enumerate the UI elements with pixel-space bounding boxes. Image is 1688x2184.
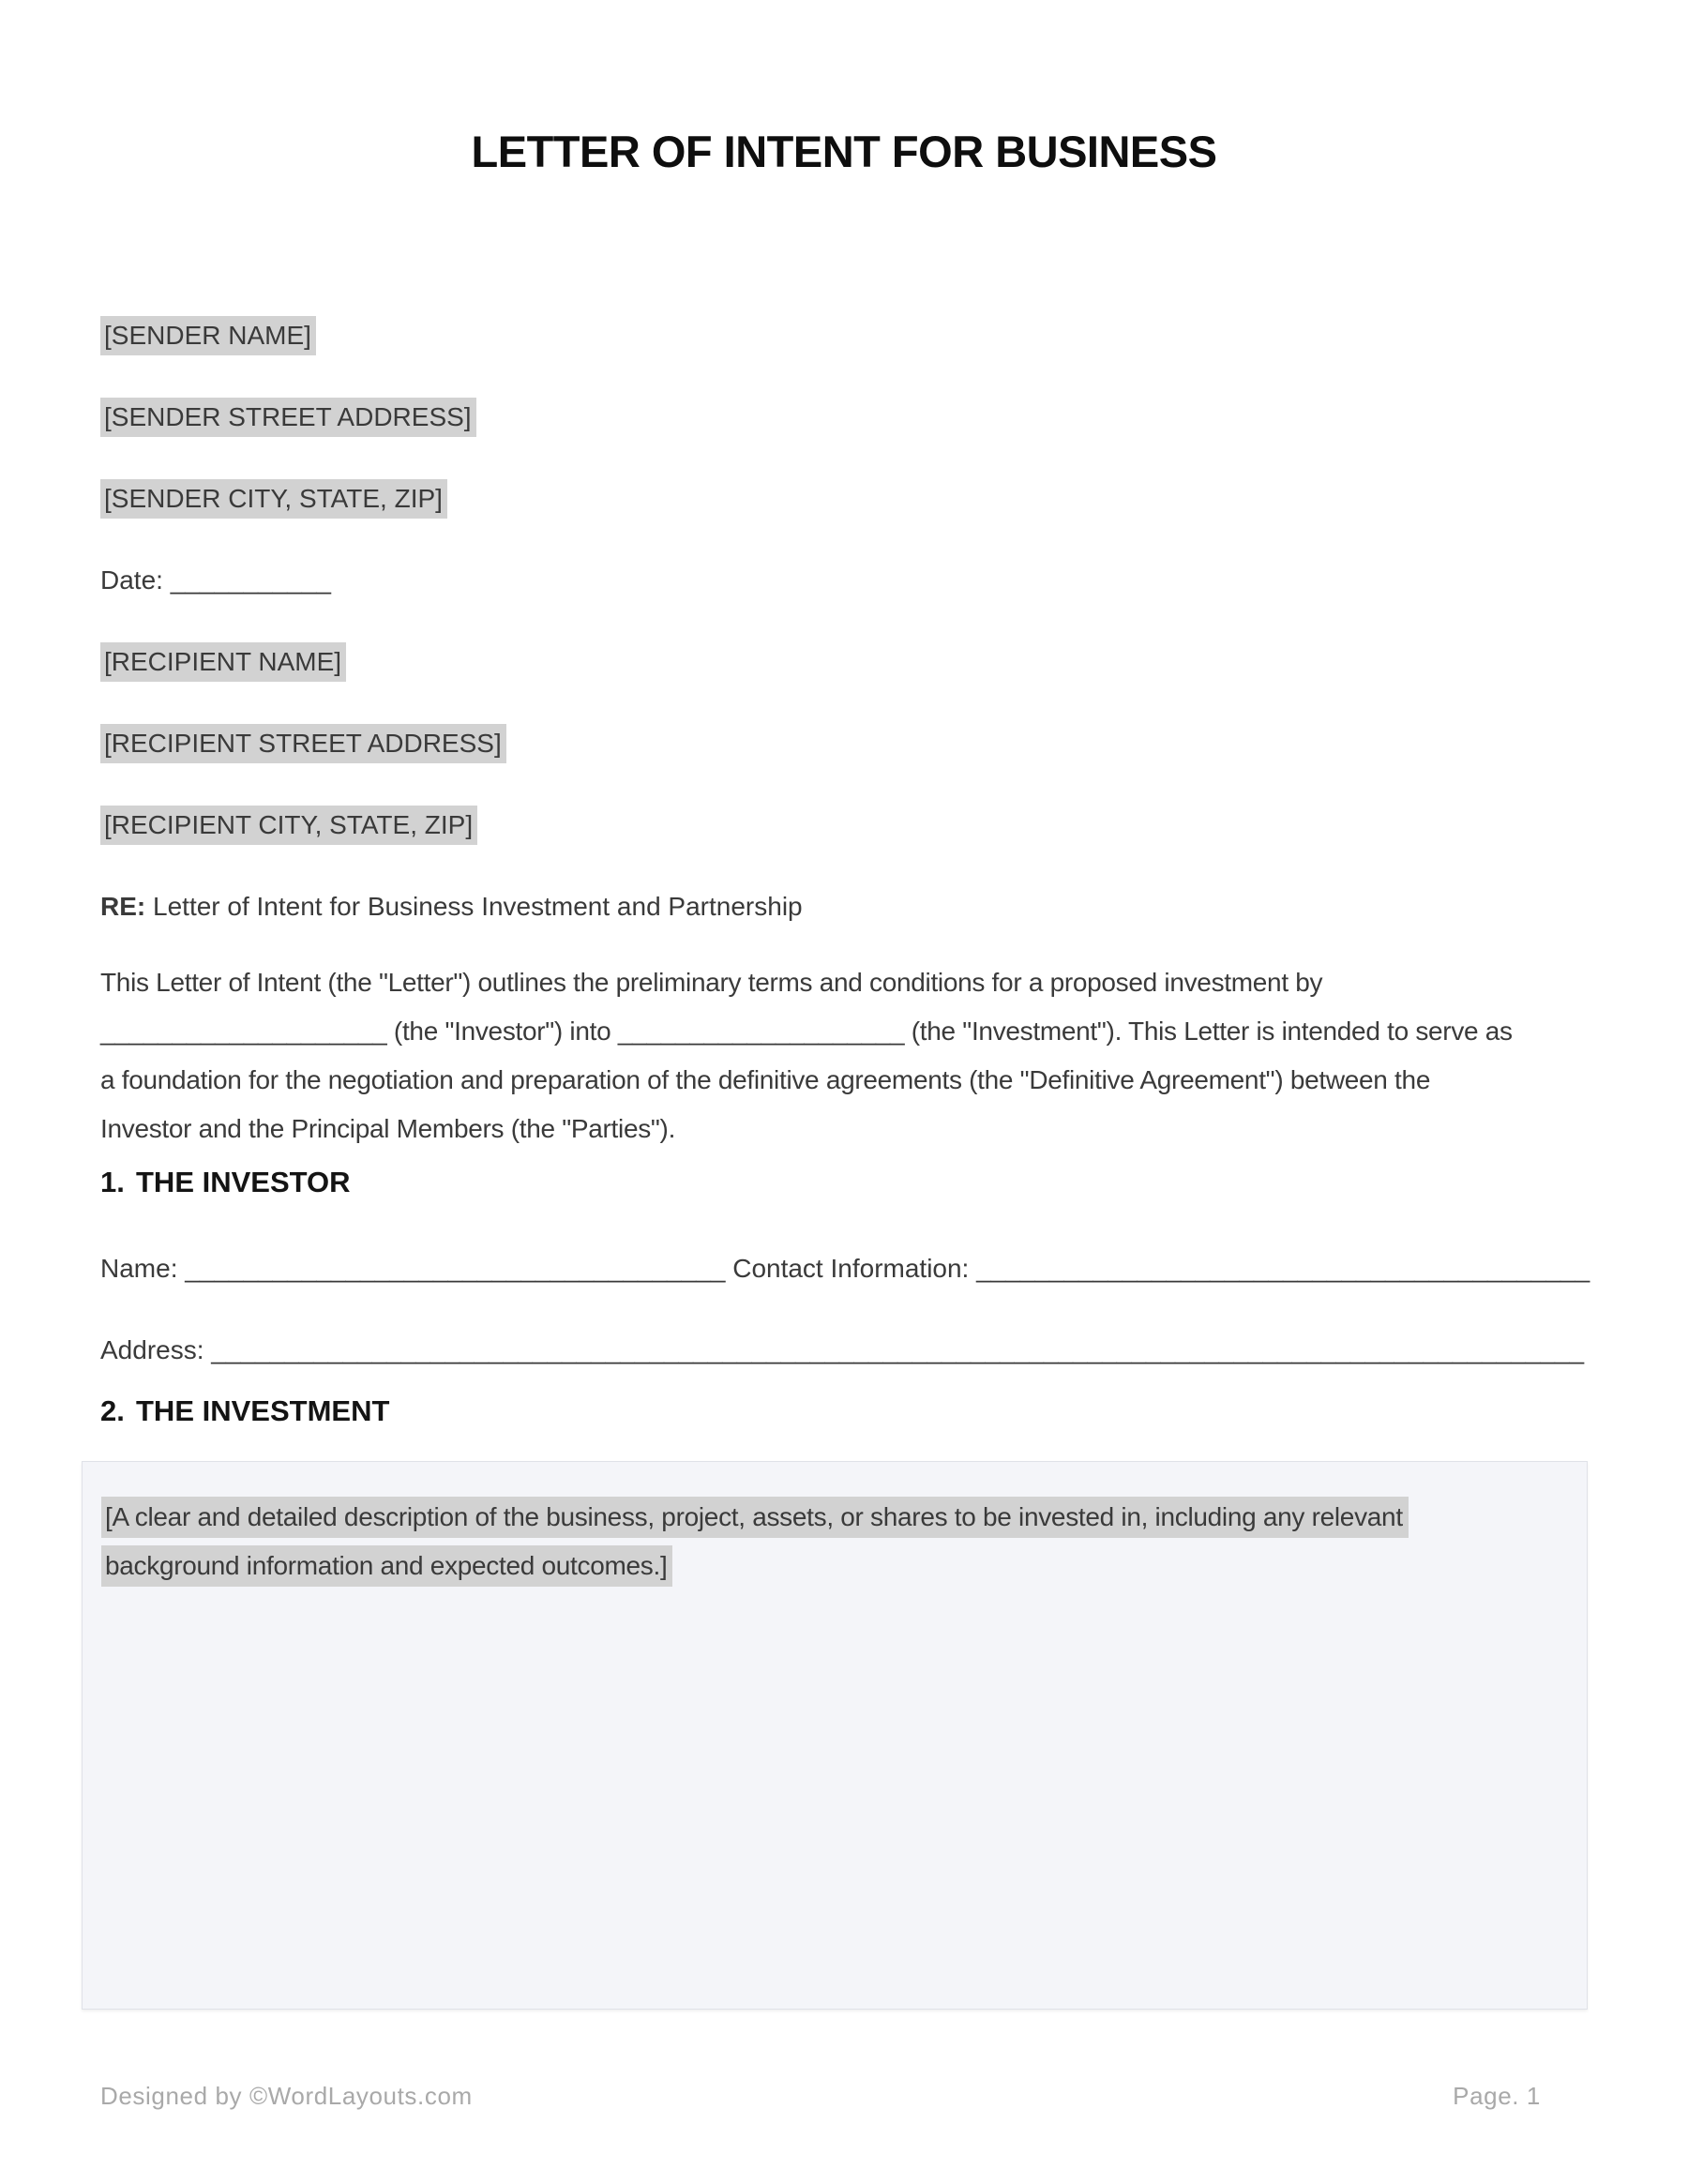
section-heading-investment [100,1394,389,1428]
address-blank-field[interactable]: ______________________________________________________________________________________________ [211,1335,1585,1364]
intro-line-4: Investor and the Principal Members (the "Parties"). [100,1114,676,1143]
contact-label: Contact Information: [725,1254,977,1283]
recipient-street-line [100,723,803,764]
sender-name-line [100,315,803,356]
section-number-2: 2. [100,1394,125,1427]
recipient-city-placeholder[interactable]: [RECIPIENT CITY, STATE, ZIP] [100,806,477,845]
contact-blank-field[interactable]: __________________________________________ [976,1254,1590,1283]
recipient-name-placeholder[interactable]: [RECIPIENT NAME] [100,642,346,682]
name-blank-field[interactable]: _____________________________________ [185,1254,726,1283]
investor-address-line [100,1330,1584,1371]
investment-placeholder-line-2 [101,1542,1568,1590]
intro-line-3: a foundation for the negotiation and preparation of the definitive agreements (the "Definitive Agreement") between the [100,1065,1431,1094]
investment-placeholder-line-1 [101,1493,1568,1542]
intro-paragraph [100,958,1513,1153]
re-subject: Letter of Intent for Business Investment and Partnership [145,892,803,921]
investor-name-contact-line [100,1248,1590,1289]
section-number-1: 1. [100,1166,125,1198]
sender-street-placeholder[interactable]: [SENDER STREET ADDRESS] [100,398,476,437]
address-block [100,315,803,968]
investment-description-box[interactable] [82,1461,1588,2010]
date-line [100,560,803,601]
intro-line-1: This Letter of Intent (the "Letter") outlines the preliminary terms and conditions for a proposed investment by [100,968,1323,997]
date-label: Date: [100,565,171,595]
section-title-investor: THE INVESTOR [136,1166,351,1198]
investment-placeholder-text-1[interactable]: [A clear and detailed description of the business, project, assets, or shares to be invested in, including any relevant [101,1497,1409,1538]
investment-placeholder-text-2[interactable]: background information and expected outcomes.] [101,1545,672,1587]
page-title: LETTER OF INTENT FOR BUSINESS [471,127,1217,176]
sender-name-placeholder[interactable]: [SENDER NAME] [100,316,316,355]
intro-line-2: ____________________ (the "Investor") into ____________________ (the "Investment"). This Letter is intended to serve as [100,1017,1513,1046]
recipient-name-line [100,641,803,683]
address-label: Address: [100,1335,212,1364]
re-label: RE: [100,892,146,921]
sender-city-line [100,478,803,520]
section-heading-investor [100,1166,351,1199]
footer-page-number: Page. 1 [1453,2082,1541,2110]
sender-city-placeholder[interactable]: [SENDER CITY, STATE, ZIP] [100,479,447,519]
recipient-street-placeholder[interactable]: [RECIPIENT STREET ADDRESS] [100,724,506,763]
re-line [100,886,803,927]
name-label: Name: [100,1254,186,1283]
date-blank-field[interactable]: ___________ [170,565,331,595]
footer-credit: Designed by ©WordLayouts.com [100,2082,473,2110]
sender-street-line [100,397,803,438]
recipient-city-line [100,805,803,846]
section-title-investment: THE INVESTMENT [136,1394,390,1427]
